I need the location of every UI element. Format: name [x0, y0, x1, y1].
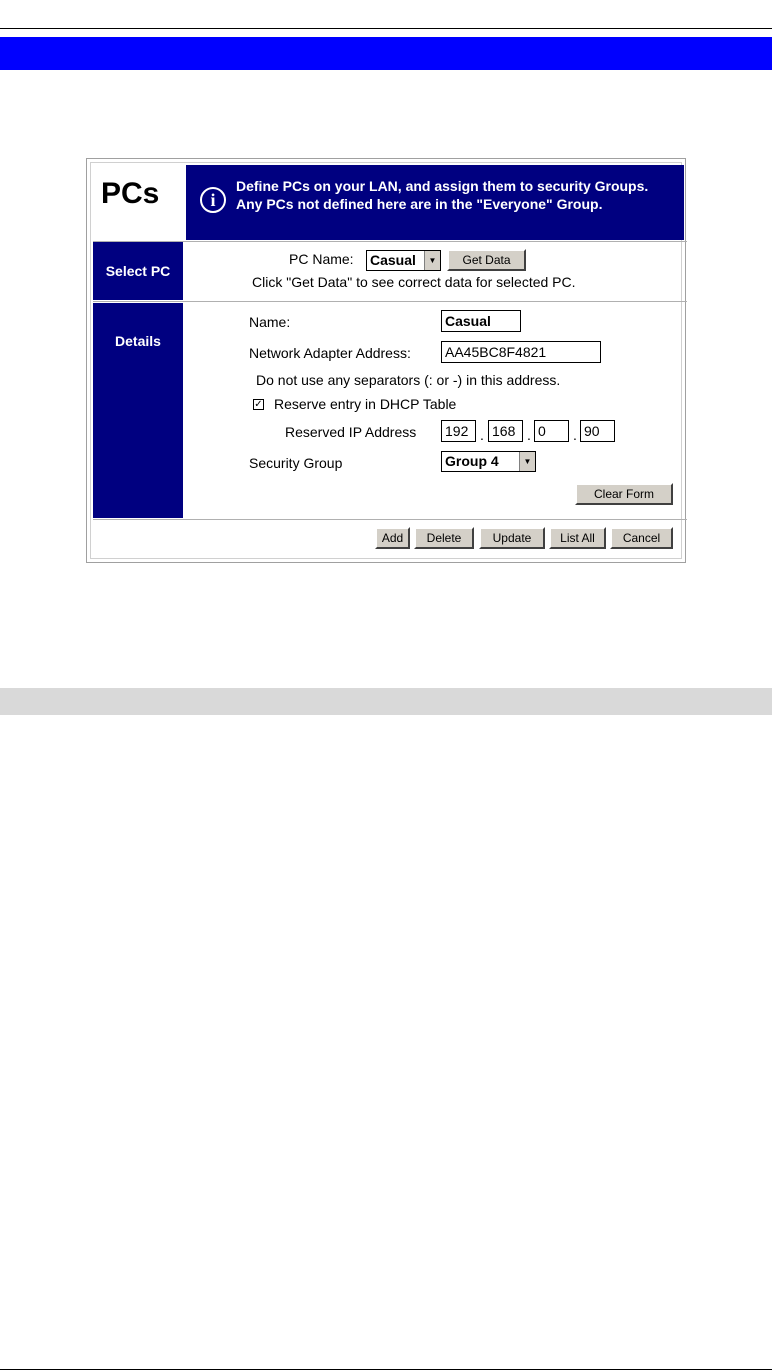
ip-separator: . — [527, 427, 531, 443]
security-group-select[interactable] — [441, 451, 536, 472]
details-section-label — [93, 303, 183, 518]
divider — [93, 301, 687, 302]
top-rule — [0, 28, 772, 29]
security-group-label: Security Group — [249, 455, 343, 471]
ip-separator: . — [573, 427, 577, 443]
ip-octet-3[interactable]: 0 — [534, 420, 569, 442]
info-banner — [186, 165, 684, 240]
get-data-hint: Click "Get Data" to see correct data for selected PC. — [252, 274, 576, 290]
ip-octet-2[interactable]: 168 — [488, 420, 523, 442]
page-title: PCs — [101, 177, 160, 210]
divider — [93, 519, 687, 520]
page-title-cell — [93, 165, 183, 240]
delete-button[interactable]: Delete — [414, 527, 474, 549]
reserve-checkbox[interactable]: ✓ — [254, 399, 263, 410]
pcs-panel-inner — [90, 162, 682, 559]
list-all-button[interactable]: List All — [549, 527, 606, 549]
pc-name-label: PC Name: — [289, 251, 354, 267]
pc-name-select[interactable] — [366, 250, 441, 271]
security-group-value: Group 4 — [445, 453, 499, 469]
details-label: Details — [115, 333, 161, 349]
name-label: Name: — [249, 314, 291, 330]
cancel-button[interactable]: Cancel — [610, 527, 673, 549]
header-bar — [0, 37, 772, 70]
reserve-label: Reserve entry in DHCP Table — [274, 396, 457, 412]
update-button[interactable]: Update — [479, 527, 545, 549]
pcs-panel — [86, 158, 686, 563]
ip-separator: . — [480, 427, 484, 443]
clear-form-button[interactable]: Clear Form — [575, 483, 673, 505]
select-pc-section-label — [93, 242, 183, 300]
mac-hint: Do not use any separators (: or -) in this address. — [256, 372, 561, 388]
info-icon: i — [200, 187, 226, 213]
footer-bar — [0, 688, 772, 715]
ip-octet-1[interactable]: 192 — [441, 420, 476, 442]
chevron-down-icon[interactable]: ▼ — [424, 251, 440, 270]
banner-text: Define PCs on your LAN, and assign them to security Groups. Any PCs not defined here are in the "Everyone" Group. — [236, 178, 649, 212]
select-pc-label: Select PC — [105, 263, 171, 279]
chevron-down-icon[interactable]: ▼ — [519, 452, 535, 471]
ip-octet-4[interactable]: 90 — [580, 420, 615, 442]
add-button[interactable]: Add — [375, 527, 410, 549]
reserved-ip-label: Reserved IP Address — [285, 424, 417, 440]
get-data-button[interactable]: Get Data — [447, 249, 526, 271]
mac-label: Network Adapter Address: — [249, 345, 411, 361]
pc-name-value: Casual — [370, 252, 416, 268]
mac-address-field[interactable]: AA45BC8F4821 — [441, 341, 601, 363]
name-field[interactable]: Casual — [441, 310, 521, 332]
bottom-rule — [0, 1369, 772, 1370]
